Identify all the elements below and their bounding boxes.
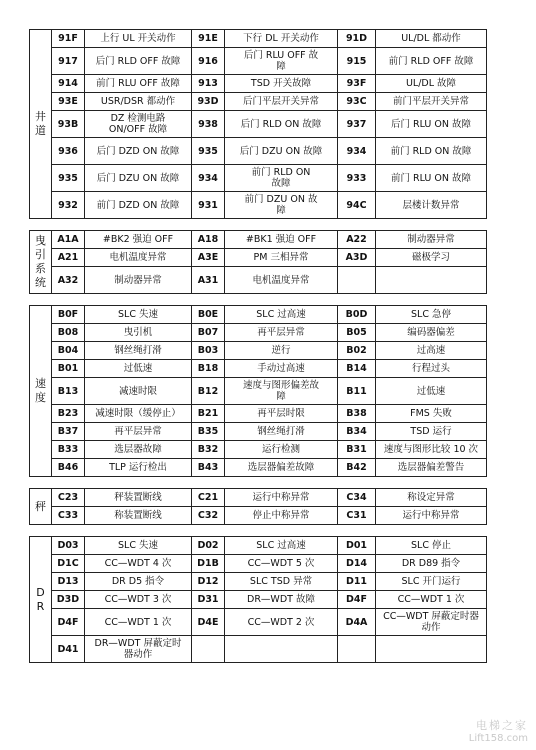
fault-description: 手动过高速	[225, 360, 338, 378]
fault-description: #BK2 强迫 OFF	[85, 231, 192, 249]
fault-code: 91D	[338, 30, 376, 48]
table-row	[30, 93, 487, 111]
fault-description: 电机温度异常	[225, 267, 338, 294]
fault-description: 后门 RLD OFF 故障	[85, 48, 192, 75]
group-label: 曳 引 系 统	[30, 231, 52, 294]
fault-code: D12	[192, 573, 225, 591]
fault-code: 931	[192, 192, 225, 219]
fault-code: C31	[338, 507, 376, 525]
fault-description: 过低速	[85, 360, 192, 378]
fault-description: TSD 开关故障	[225, 75, 338, 93]
fault-code: 933	[338, 165, 376, 192]
fault-code: B04	[52, 342, 85, 360]
table-row	[30, 441, 487, 459]
fault-description: 再平层时限	[225, 405, 338, 423]
fault-description: SLC 开门运行	[376, 573, 487, 591]
fault-code: 93C	[338, 93, 376, 111]
fault-description: 再平层异常	[85, 423, 192, 441]
fault-description: SLC 过高速	[225, 306, 338, 324]
section-separator	[30, 294, 487, 306]
table-row	[30, 636, 487, 663]
fault-description: 速度与图形偏差故 障	[225, 378, 338, 405]
fault-code: 934	[338, 138, 376, 165]
group-label: 井 道	[30, 30, 52, 219]
fault-code: D3D	[52, 591, 85, 609]
fault-description: 制动器异常	[376, 231, 487, 249]
fault-code-table	[29, 29, 487, 663]
fault-code: B01	[52, 360, 85, 378]
table-row	[30, 489, 487, 507]
fault-description: CC—WDT 1 次	[85, 609, 192, 636]
fault-description: 前门 RLD OFF 故障	[376, 48, 487, 75]
fault-code: D4F	[338, 591, 376, 609]
fault-description: SLC 过高速	[225, 537, 338, 555]
fault-description: 钢丝绳打滑	[85, 342, 192, 360]
table-row	[30, 342, 487, 360]
fault-code: 93B	[52, 111, 85, 138]
fault-description: DR—WDT 故障	[225, 591, 338, 609]
fault-code: B05	[338, 324, 376, 342]
fault-description: 减速时限（缓停止）	[85, 405, 192, 423]
fault-code: D4E	[192, 609, 225, 636]
fault-code	[192, 636, 225, 663]
fault-description: PM 三相异常	[225, 249, 338, 267]
fault-code: D11	[338, 573, 376, 591]
fault-description: 后门 DZU ON 故障	[85, 165, 192, 192]
fault-code: 916	[192, 48, 225, 75]
fault-description: 速度与图形比较 10 次	[376, 441, 487, 459]
fault-code: D31	[192, 591, 225, 609]
fault-code: 93E	[52, 93, 85, 111]
fault-description: 前门 RLD ON 故障	[225, 165, 338, 192]
fault-code: B33	[52, 441, 85, 459]
fault-code: 915	[338, 48, 376, 75]
fault-code: 932	[52, 192, 85, 219]
table-row	[30, 48, 487, 75]
fault-description: UL/DL 故障	[376, 75, 487, 93]
fault-code: B23	[52, 405, 85, 423]
fault-code: 93F	[338, 75, 376, 93]
fault-description: FMS 失败	[376, 405, 487, 423]
fault-code: C23	[52, 489, 85, 507]
section-separator	[30, 477, 487, 489]
fault-description: 再平层异常	[225, 324, 338, 342]
fault-description: 称设定异常	[376, 489, 487, 507]
fault-code: B14	[338, 360, 376, 378]
fault-description: TLP 运行检出	[85, 459, 192, 477]
fault-description: USR/DSR 都动作	[85, 93, 192, 111]
separator-cell	[30, 525, 487, 537]
fault-description: CC—WDT 3 次	[85, 591, 192, 609]
fault-description: SLC TSD 异常	[225, 573, 338, 591]
fault-code: B11	[338, 378, 376, 405]
fault-description: 前门 RLD ON 故障	[376, 138, 487, 165]
fault-code-table-body	[30, 30, 487, 663]
fault-code: C33	[52, 507, 85, 525]
fault-description: 后门 RLU OFF 故 障	[225, 48, 338, 75]
fault-code: D14	[338, 555, 376, 573]
table-row	[30, 231, 487, 249]
fault-code: B08	[52, 324, 85, 342]
fault-code: A3E	[192, 249, 225, 267]
group-label: 秤	[30, 489, 52, 525]
table-row	[30, 459, 487, 477]
fault-code: 93D	[192, 93, 225, 111]
fault-description: 后门 DZD ON 故障	[85, 138, 192, 165]
fault-code: B35	[192, 423, 225, 441]
fault-description: DR—WDT 屏蔽定时 器动作	[85, 636, 192, 663]
table-row	[30, 591, 487, 609]
fault-description: 后门 RLD ON 故障	[225, 111, 338, 138]
fault-code: B0F	[52, 306, 85, 324]
fault-description: DR D5 指令	[85, 573, 192, 591]
fault-description: 过高速	[376, 342, 487, 360]
fault-code: B02	[338, 342, 376, 360]
fault-code: 935	[192, 138, 225, 165]
table-row	[30, 165, 487, 192]
fault-code: D13	[52, 573, 85, 591]
fault-description: 制动器异常	[85, 267, 192, 294]
fault-description: 前门平层开关异常	[376, 93, 487, 111]
fault-description: 运行中称异常	[376, 507, 487, 525]
fault-code: B0E	[192, 306, 225, 324]
fault-code: B38	[338, 405, 376, 423]
table-row	[30, 138, 487, 165]
fault-description: DR D89 指令	[376, 555, 487, 573]
fault-code	[338, 636, 376, 663]
table-row	[30, 405, 487, 423]
fault-code: B34	[338, 423, 376, 441]
fault-description: 选层器偏差故障	[225, 459, 338, 477]
separator-cell	[30, 477, 487, 489]
fault-code: C34	[338, 489, 376, 507]
fault-code: 935	[52, 165, 85, 192]
table-row	[30, 378, 487, 405]
table-row	[30, 324, 487, 342]
fault-description: 上行 UL 开关动作	[85, 30, 192, 48]
fault-code: B13	[52, 378, 85, 405]
fault-code: B46	[52, 459, 85, 477]
fault-code: A31	[192, 267, 225, 294]
fault-description: 层楼计数异常	[376, 192, 487, 219]
separator-cell	[30, 219, 487, 231]
fault-code: B32	[192, 441, 225, 459]
fault-code: 936	[52, 138, 85, 165]
fault-description: 秤装置断线	[85, 489, 192, 507]
fault-description: 后门 RLU ON 故障	[376, 111, 487, 138]
fault-description: SLC 失速	[85, 537, 192, 555]
fault-code: D4F	[52, 609, 85, 636]
fault-description: 钢丝绳打滑	[225, 423, 338, 441]
fault-description	[376, 636, 487, 663]
fault-code: B07	[192, 324, 225, 342]
fault-code: A1A	[52, 231, 85, 249]
table-row	[30, 609, 487, 636]
fault-description: SLC 停止	[376, 537, 487, 555]
fault-description: UL/DL 都动作	[376, 30, 487, 48]
fault-code: B42	[338, 459, 376, 477]
fault-code: 94C	[338, 192, 376, 219]
group-label: 速 度	[30, 306, 52, 477]
fault-description: 前门 DZU ON 故 障	[225, 192, 338, 219]
fault-description: 曳引机	[85, 324, 192, 342]
fault-description: 前门 RLU OFF 故障	[85, 75, 192, 93]
fault-description: 行程过头	[376, 360, 487, 378]
separator-cell	[30, 294, 487, 306]
fault-description: 运行中称异常	[225, 489, 338, 507]
table-row	[30, 267, 487, 294]
fault-code: C21	[192, 489, 225, 507]
site-watermark	[469, 717, 528, 744]
group-label: D R	[30, 537, 52, 663]
table-row	[30, 192, 487, 219]
fault-code: A3D	[338, 249, 376, 267]
fault-code: A21	[52, 249, 85, 267]
fault-description: CC—WDT 2 次	[225, 609, 338, 636]
fault-code: D4A	[338, 609, 376, 636]
table-row	[30, 423, 487, 441]
fault-code: B31	[338, 441, 376, 459]
fault-code: 934	[192, 165, 225, 192]
fault-description: 前门 RLU ON 故障	[376, 165, 487, 192]
fault-description: 停止中称异常	[225, 507, 338, 525]
fault-description: CC—WDT 5 次	[225, 555, 338, 573]
fault-code: D02	[192, 537, 225, 555]
fault-description: CC—WDT 4 次	[85, 555, 192, 573]
fault-code: B37	[52, 423, 85, 441]
fault-description: DZ 检测电路 ON/OFF 故障	[85, 111, 192, 138]
fault-description: CC—WDT 屏蔽定时器 动作	[376, 609, 487, 636]
fault-description: SLC 急停	[376, 306, 487, 324]
fault-code: B0D	[338, 306, 376, 324]
fault-code: 914	[52, 75, 85, 93]
fault-description: 编码器偏差	[376, 324, 487, 342]
table-row	[30, 111, 487, 138]
section-separator	[30, 525, 487, 537]
table-row	[30, 30, 487, 48]
fault-code: C32	[192, 507, 225, 525]
fault-description: 过低速	[376, 378, 487, 405]
fault-description: 减速时限	[85, 378, 192, 405]
table-row	[30, 507, 487, 525]
fault-description: 运行检测	[225, 441, 338, 459]
fault-code: 91E	[192, 30, 225, 48]
table-row	[30, 360, 487, 378]
watermark-line2: Lift158.com	[468, 733, 528, 744]
fault-code: A18	[192, 231, 225, 249]
fault-code: A32	[52, 267, 85, 294]
fault-code: D1C	[52, 555, 85, 573]
fault-code: 91F	[52, 30, 85, 48]
table-row	[30, 75, 487, 93]
fault-code: D01	[338, 537, 376, 555]
fault-code: D41	[52, 636, 85, 663]
fault-code: B18	[192, 360, 225, 378]
table-row	[30, 573, 487, 591]
fault-code: B21	[192, 405, 225, 423]
table-row	[30, 249, 487, 267]
fault-description: TSD 运行	[376, 423, 487, 441]
section-separator	[30, 219, 487, 231]
table-row	[30, 555, 487, 573]
fault-description: 电机温度异常	[85, 249, 192, 267]
fault-code: B43	[192, 459, 225, 477]
fault-description: #BK1 强迫 OFF	[225, 231, 338, 249]
fault-description: 前门 DZD ON 故障	[85, 192, 192, 219]
table-row	[30, 537, 487, 555]
fault-code: D1B	[192, 555, 225, 573]
fault-code: 938	[192, 111, 225, 138]
fault-description: 后门平层开关异常	[225, 93, 338, 111]
fault-description: 选层器故障	[85, 441, 192, 459]
fault-code: B03	[192, 342, 225, 360]
fault-code: D03	[52, 537, 85, 555]
fault-description: CC—WDT 1 次	[376, 591, 487, 609]
fault-description	[376, 267, 487, 294]
fault-description	[225, 636, 338, 663]
fault-description: 选层器偏差警告	[376, 459, 487, 477]
fault-code: B12	[192, 378, 225, 405]
fault-code: 937	[338, 111, 376, 138]
fault-description: 逆行	[225, 342, 338, 360]
fault-code: 913	[192, 75, 225, 93]
fault-description: 后门 DZU ON 故障	[225, 138, 338, 165]
fault-description: 称装置断线	[85, 507, 192, 525]
fault-description: 下行 DL 开关动作	[225, 30, 338, 48]
watermark-line1: 电梯之家	[476, 719, 528, 732]
table-row	[30, 306, 487, 324]
fault-description: SLC 失速	[85, 306, 192, 324]
fault-code	[338, 267, 376, 294]
fault-code: A22	[338, 231, 376, 249]
fault-code: 917	[52, 48, 85, 75]
fault-description: 磁极学习	[376, 249, 487, 267]
